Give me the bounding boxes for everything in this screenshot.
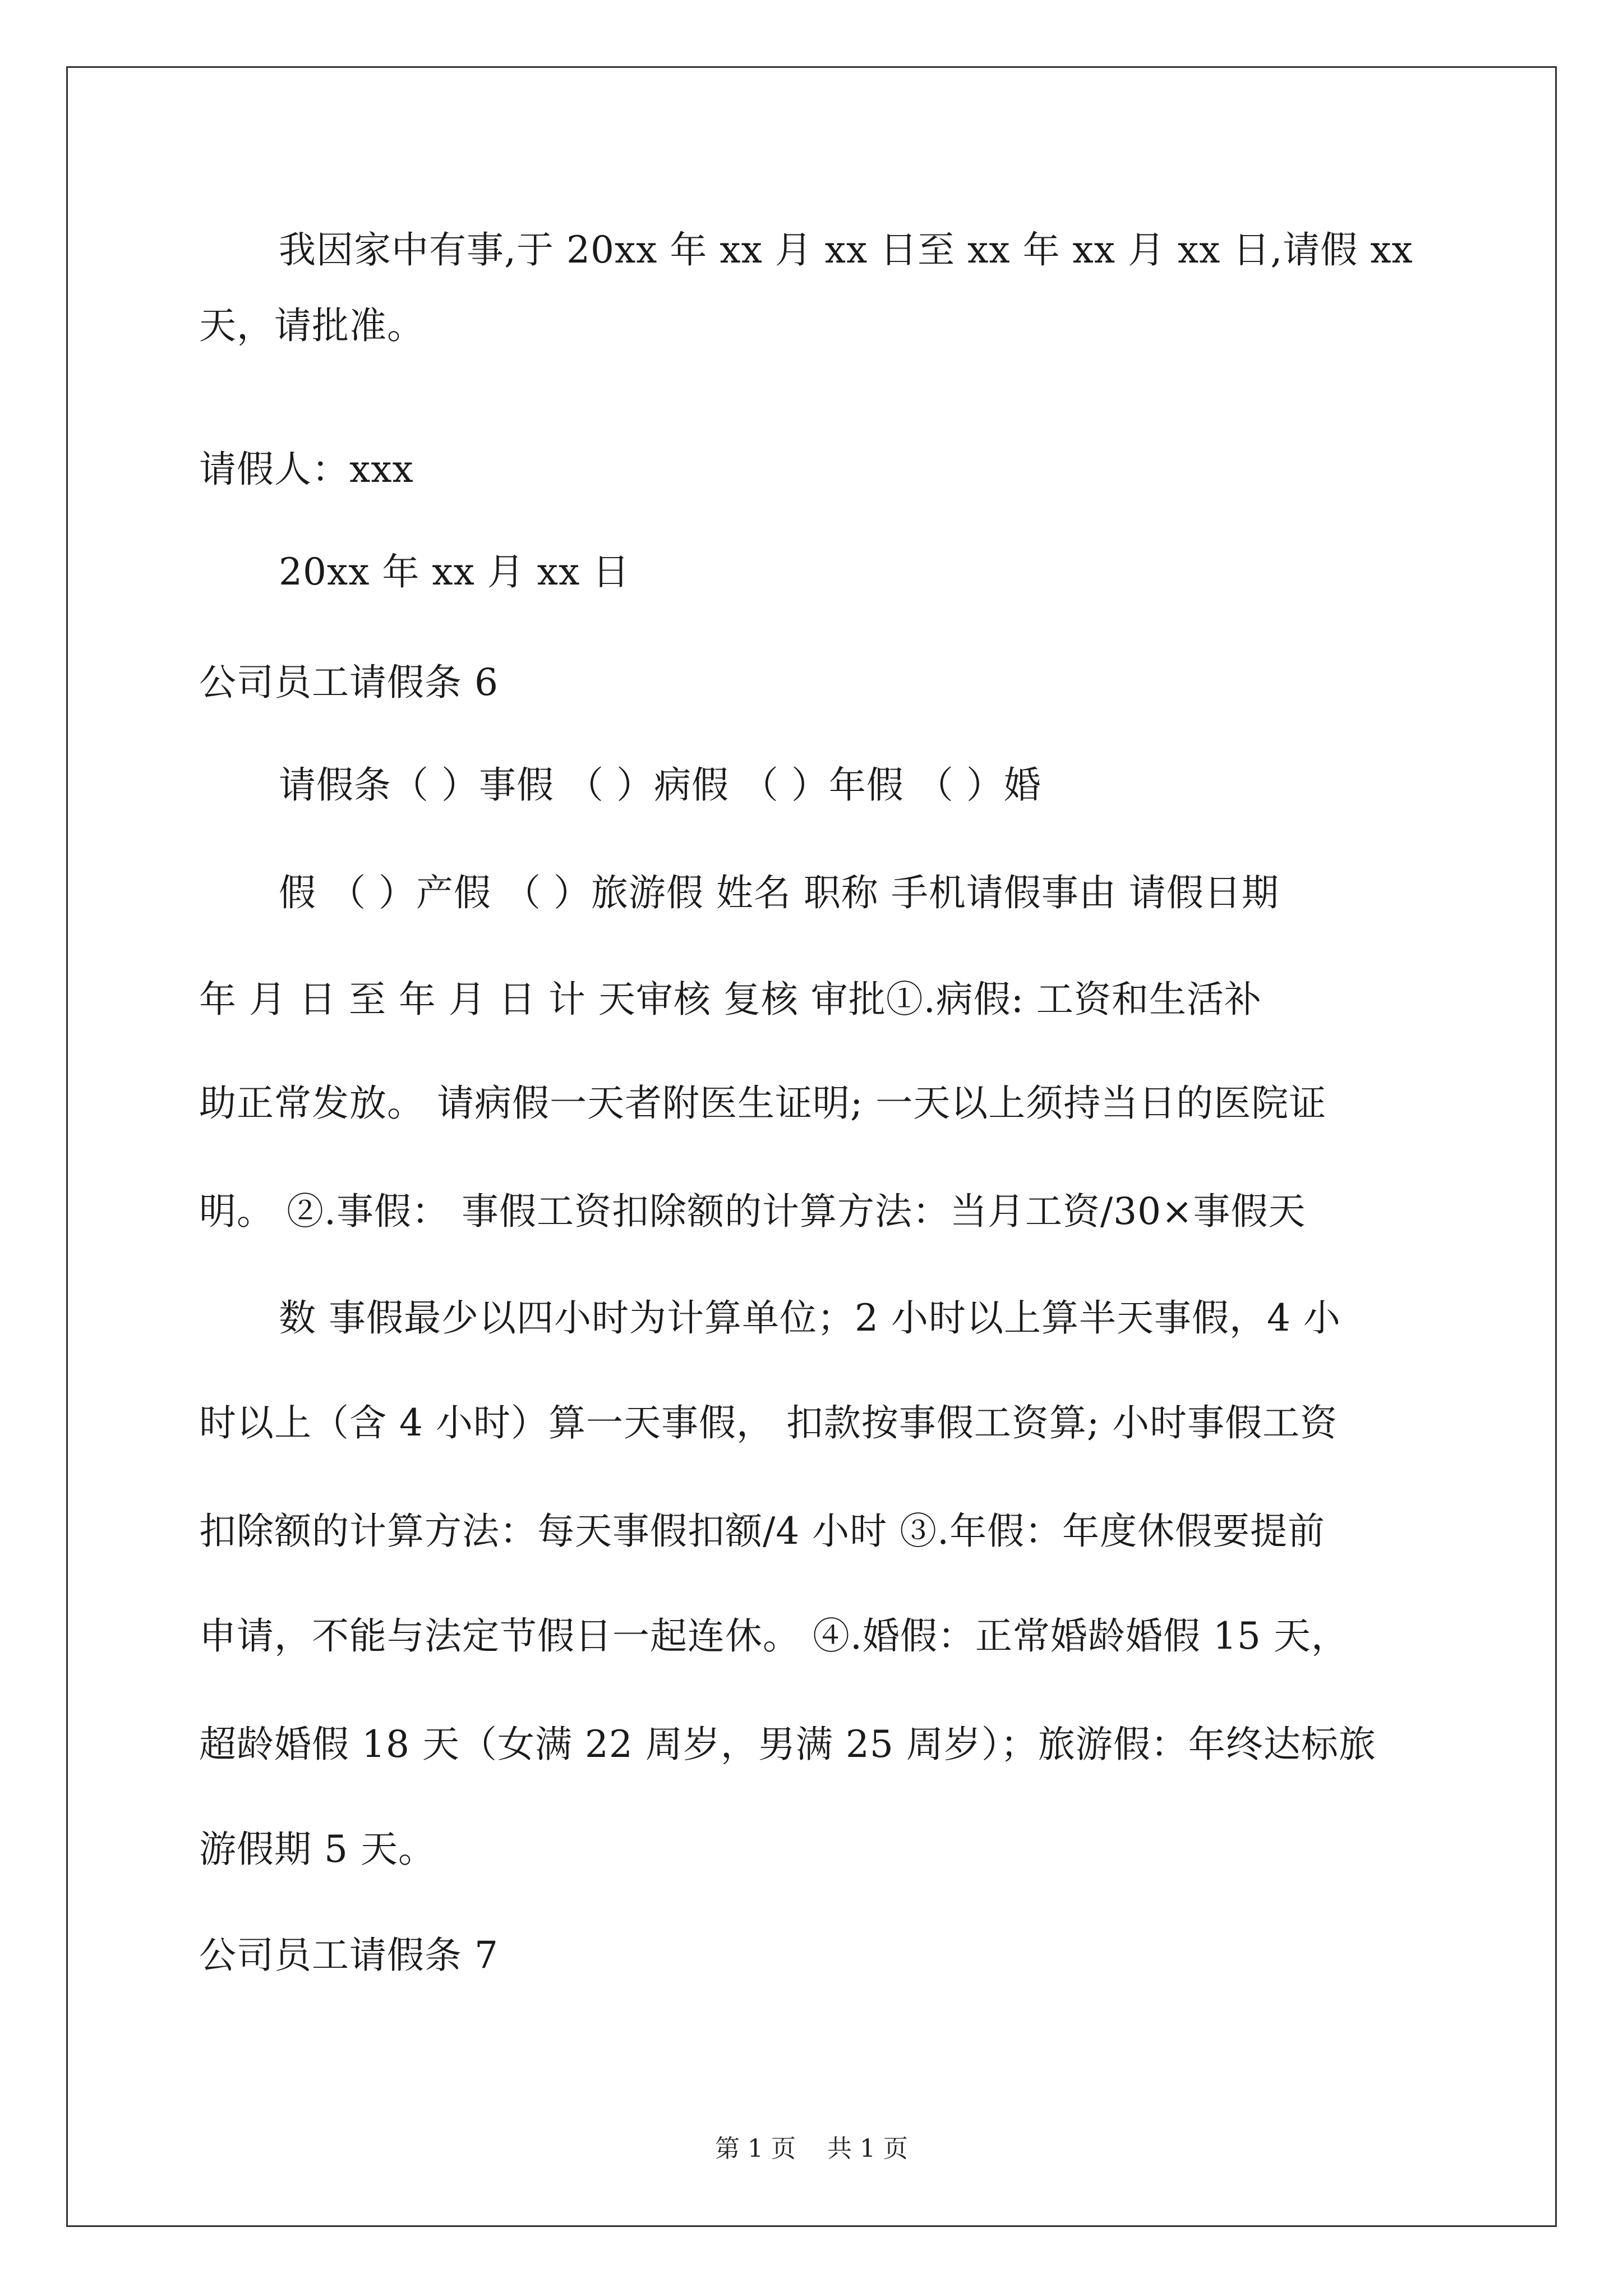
form-line-2: 假 （ ）产假 （ ）旅游假 姓名 职称 手机请假事由 请假日期 xyxy=(279,871,1279,914)
rule-line-6: 扣除额的计算方法：每天事假扣额/4 小时 ③.年假：年度休假要提前 xyxy=(199,1510,1326,1553)
section-title-6: 公司员工请假条 6 xyxy=(199,661,499,704)
rule-line-3: 明。 ②.事假： 事假工资扣除额的计算方法：当月工资/30×事假天 xyxy=(199,1190,1306,1233)
paragraph-line-1: 我因家中有事,于 20xx 年 xx 月 xx 日至 xx 年 xx 月 xx 日,请假 xx xyxy=(279,228,1413,272)
page-footer: 第 1 页 共 1 页 xyxy=(715,2134,908,2163)
rule-line-7: 申请，不能与法定节假日一起连休。 ④.婚假：正常婚龄婚假 15 天， xyxy=(199,1614,1349,1658)
rule-line-4: 数 事假最少以四小时为计算单位；2 小时以上算半天事假，4 小 xyxy=(279,1296,1341,1340)
rule-line-9: 游假期 5 天。 xyxy=(199,1828,436,1871)
date-line: 20xx 年 xx 月 xx 日 xyxy=(279,550,630,593)
section-title-7: 公司员工请假条 7 xyxy=(199,1934,499,1977)
rule-line-8: 超龄婚假 18 天（女满 22 周岁，男满 25 周岁）；旅游假：年终达标旅 xyxy=(199,1723,1376,1766)
rule-line-2: 助正常发放。 请病假一天者附医生证明; 一天以上须持当日的医院证 xyxy=(199,1082,1327,1125)
applicant-line: 请假人：xxx xyxy=(199,448,414,491)
form-line-1: 请假条（ ）事假 （ ）病假 （ ）年假 （ ）婚 xyxy=(279,763,1041,807)
page-border xyxy=(66,66,1557,2227)
paragraph-line-2: 天，请批准。 xyxy=(199,304,425,347)
rule-line-5: 时以上（含 4 小时）算一天事假， 扣款按事假工资算; 小时事假工资 xyxy=(199,1401,1338,1444)
rule-line-1: 年 月 日 至 年 月 日 计 天审核 复核 审批①.病假: 工资和生活补 xyxy=(199,978,1262,1021)
